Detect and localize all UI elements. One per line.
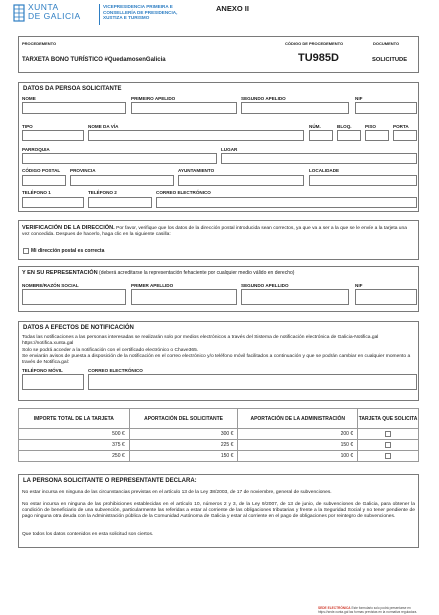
admin-value: 200 € (238, 429, 358, 440)
rep-name-field[interactable] (22, 289, 126, 305)
page-header (12, 3, 432, 33)
header-admin: APORTACIÓN DE LA ADMINISTRACIÓN (238, 409, 358, 429)
email-label: CORREO ELECTRÓNICO (156, 190, 211, 195)
locality-label: LOCALIDADE (309, 168, 340, 173)
logo-divider (99, 4, 100, 25)
verification-text (22, 225, 415, 238)
notification-paragraph-3: Se enviarán avisos de puesta a disposición de la notificación en el correo electrónico y/o teléfono móvil facilitados a continuación y que se podrán cambiar en cualquier momento a través de Notifica.gal: (22, 354, 411, 365)
notification-title: DATOS A EFECTOS DE NOTIFICACIÓN (23, 325, 134, 331)
representative-heading (22, 270, 415, 276)
table-row (19, 440, 419, 451)
mobile-label: TELÉFONO MÓVIL (22, 368, 63, 373)
annex-label: ANEXO II (216, 4, 249, 13)
phone1-field[interactable] (22, 197, 84, 208)
surname2-field[interactable] (241, 102, 349, 114)
total-value: 500 € (19, 429, 130, 440)
mobile-field[interactable] (22, 374, 84, 390)
applicant-value: 225 € (129, 440, 238, 451)
phone2-field[interactable] (88, 197, 152, 208)
card-select-cell (358, 429, 419, 440)
declaration-paragraph-3: Que todos los datos contenidos en esta solicitud son ciertos. (22, 532, 154, 537)
department-name (103, 4, 223, 21)
total-value: 250 € (19, 451, 130, 462)
nif-field[interactable] (355, 102, 417, 114)
applicant-value: 300 € (129, 429, 238, 440)
admin-value: 150 € (238, 440, 358, 451)
surname2-label: SEGUNDO APELIDO (241, 96, 286, 101)
card-select-cell (358, 451, 419, 462)
amounts-table (18, 408, 419, 462)
header-applicant: APORTACIÓN DEL SOLICITANTE (129, 409, 238, 429)
notif-email-label: CORREO ELECTRÓNICO (88, 368, 143, 373)
rep-nif-field[interactable] (355, 289, 417, 305)
document-type: SOLICITUDE (372, 57, 408, 63)
table-row (19, 429, 419, 440)
representative-section (18, 266, 419, 312)
rep-name-label: NOMBRE/RAZÓN SOCIAL (22, 283, 79, 288)
road-name-field[interactable] (88, 130, 304, 141)
number-field[interactable] (309, 130, 333, 141)
footer-text: Este formulario solo podrá presentarse en https://sede.xunta.gal las formas previstas en la normativa reguladora. (318, 606, 418, 614)
declaration-title: LA PERSONA SOLICITANTE O REPRESENTANTE DECLARA: (23, 478, 197, 484)
procedure-name: TARXETA BONO TURÍSTICO #QuedamosenGalicia (22, 57, 166, 63)
postcode-field[interactable] (22, 175, 66, 186)
road-name-label: NOME DA VÍA (88, 124, 119, 129)
notification-section (18, 321, 419, 401)
floor-field[interactable] (365, 130, 389, 141)
place-label: LUGAR (221, 147, 238, 152)
province-field[interactable] (70, 175, 174, 186)
admin-value: 100 € (238, 451, 358, 462)
table-row (19, 451, 419, 462)
card-500-checkbox[interactable] (385, 431, 391, 437)
declaration-section (18, 474, 419, 548)
name-label: NOME (22, 96, 36, 101)
card-250-checkbox[interactable] (385, 453, 391, 459)
block-label: BLOQ. (337, 124, 352, 129)
applicant-section (18, 82, 419, 212)
verification-description: Por favor, verifique que los datos de la dirección postal introducida sean correctos, ya que va a ser a la que se le envíe a la tarjeta una vez concedida. Despues de hacerlo, haga clic en la siguiente casilla: (22, 226, 407, 237)
postcode-label: CÓDIGO POSTAL (22, 168, 61, 173)
nif-label: NIF (355, 96, 363, 101)
notification-paragraph-2: Solo se podrá acceder a la notificación con el certificado electrónico o Chave365. (22, 348, 199, 353)
rep-surname2-label: SEGUNDO APELLIDO (241, 283, 289, 288)
representative-note: (deberá acreditarse la representación fehaciente por cualquier medio válido en derecho) (97, 270, 295, 276)
surname1-field[interactable] (131, 102, 237, 114)
province-label: PROVINCIA (70, 168, 96, 173)
place-field[interactable] (221, 153, 417, 164)
procedure-code: TU985D (298, 52, 339, 64)
procedure-box (18, 36, 419, 73)
department-line-2: CONSELLERÍA DE PRESIDENCIA, (103, 9, 178, 15)
total-value: 375 € (19, 440, 130, 451)
rep-surname1-field[interactable] (131, 289, 237, 305)
parish-label: PARROQUIA (22, 147, 50, 152)
rep-surname1-label: PRIMER APELLIDO (131, 283, 174, 288)
card-select-cell (358, 440, 419, 451)
verification-title: VERIFICACIÓN DE LA DIRECCIÓN. (22, 225, 115, 231)
declaration-paragraph-2: No estar incursa en ninguna de las prohibiciones establecidas en el artículo 10, números 2 y 3, de la Ley 9/2007, de 13 de junio, de subvenciones de Galicia, para obtener la condición de beneficiario de una subvención, particularmente las referidas a estar al corriente de las obligaciones tributarias y frente a la Seguridad Social y no tener pendiente de pago ninguna otra deuda con la Administración pública de la Comunidad Autónoma de Galicia y estar al corriente en el pago de obligaciones por reintegro de subvenciones. (22, 502, 415, 519)
page-footer (318, 606, 433, 614)
road-type-label: TIPO (22, 124, 33, 129)
declaration-paragraph-1: No estar incursa en ninguna de las circunstancias previstas en el artículo 13 de la Ley 38/2003, de 17 de noviembre, general de subvenciones. (22, 490, 332, 495)
door-label: PORTA (393, 124, 409, 129)
logo-xunta-text: XUNTA (28, 2, 59, 12)
parish-field[interactable] (22, 153, 217, 164)
logo-galicia-text: DE GALICIA (28, 11, 81, 21)
amounts-header-row (19, 409, 419, 429)
card-375-checkbox[interactable] (385, 442, 391, 448)
council-field[interactable] (178, 175, 304, 186)
floor-label: PISO (365, 124, 376, 129)
amounts-section (18, 408, 419, 466)
email-field[interactable] (156, 197, 417, 208)
department-line-1: VICEPRESIDENCIA PRIMEIRA E (103, 4, 173, 9)
road-type-field[interactable] (22, 130, 84, 141)
document-label: DOCUMENTO (373, 41, 400, 46)
xunta-logo-icon (12, 4, 26, 24)
name-field[interactable] (22, 102, 126, 114)
locality-field[interactable] (309, 175, 417, 186)
header-card: TARJETA QUE SOLICITA (358, 409, 419, 429)
applicant-title: DATOS DA PERSOA SOLICITANTE (23, 86, 122, 92)
department-line-3: XUSTIZA E TURISMO (103, 15, 150, 21)
representative-title: Y EN SU REPRESENTACIÓN (22, 270, 98, 276)
verification-section (18, 220, 419, 260)
address-confirm-label: Mi dirección postal es correcta (31, 248, 105, 254)
applicant-value: 150 € (129, 451, 238, 462)
rep-nif-label: NIF (355, 283, 363, 288)
address-confirm-checkbox[interactable] (23, 248, 29, 254)
surname1-label: PRIMEIRO APELIDO (131, 96, 176, 101)
notification-paragraph-1: Todas las notificaciones a las personas interesadas se realizarán solo por medios electrónicos a través del Sistema de notificación electrónica de Galicia-Notifica.gal https://notifica.xunta.gal (22, 335, 379, 346)
rep-surname2-field[interactable] (241, 289, 349, 305)
phone1-label: TELÉFONO 1 (22, 190, 51, 195)
phone2-label: TELÉFONO 2 (88, 190, 117, 195)
council-label: AYUNTAMIENTO (178, 168, 215, 173)
procedure-label: PROCEDEMENTO (22, 41, 57, 46)
header-total: IMPORTE TOTAL DE LA TARJETA (19, 409, 130, 429)
notif-email-field[interactable] (88, 374, 417, 390)
sede-brand: SEDE ELECTRÓNICA (318, 606, 351, 610)
number-label: NÚM. (309, 124, 321, 129)
procedure-code-label: CÓDIGO DE PROCEDEMENTO (285, 41, 344, 46)
block-field[interactable] (337, 130, 361, 141)
door-field[interactable] (393, 130, 417, 141)
